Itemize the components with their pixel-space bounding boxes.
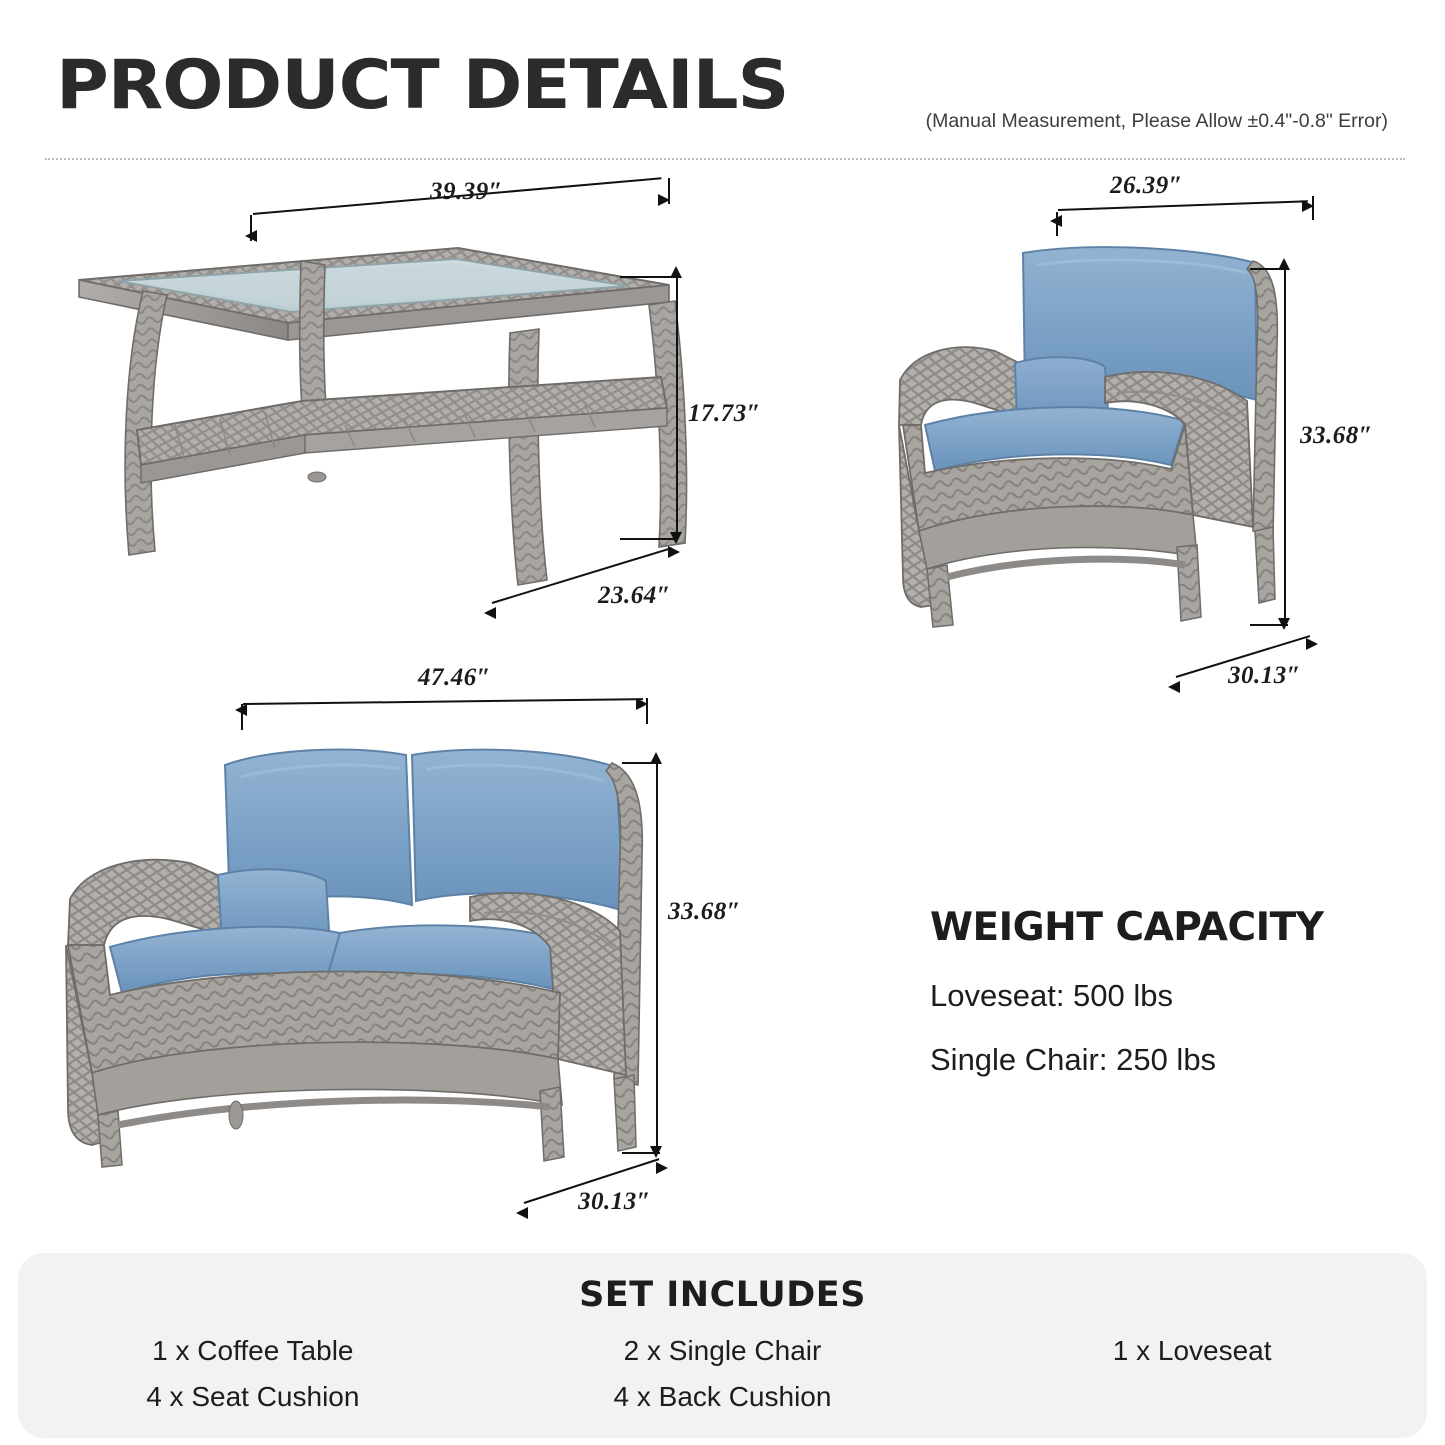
- set-includes-item: 1 x Coffee Table: [152, 1335, 354, 1366]
- set-includes-item: 2 x Single Chair: [623, 1335, 822, 1366]
- loveseat-depth-label: 30.13″: [578, 1188, 652, 1215]
- manual-measurement-note: (Manual Measurement, Please Allow ±0.4"-0.8" Error): [925, 110, 1388, 132]
- weight-capacity-block: [930, 905, 1380, 1078]
- weight-capacity-single-chair: Single Chair: 250 lbs: [930, 1042, 1217, 1077]
- page-title: PRODUCT DETAILS: [56, 46, 789, 125]
- set-includes-grid: [18, 1335, 1427, 1413]
- set-includes-panel: [18, 1253, 1427, 1438]
- weight-capacity-loveseat: Loveseat: 500 lbs: [930, 978, 1174, 1013]
- loveseat-height-label: 33.68″: [668, 898, 742, 925]
- weight-capacity-title: WEIGHT CAPACITY: [930, 905, 1324, 950]
- single-chair-illustration: [855, 225, 1295, 655]
- coffee-table-height-label: 17.73″: [688, 400, 762, 427]
- single-chair-depth-label: 30.13″: [1228, 662, 1302, 689]
- page-header: [48, 42, 1398, 162]
- loveseat-width-label: 47.46″: [418, 664, 492, 691]
- loveseat-illustration: [40, 715, 680, 1195]
- single-chair-height-label: 33.68″: [1300, 422, 1374, 449]
- set-includes-item: 4 x Seat Cushion: [146, 1381, 360, 1412]
- header-divider: [45, 158, 1405, 160]
- single-chair-width-label: 26.39″: [1110, 172, 1184, 199]
- set-includes-item: 4 x Back Cushion: [613, 1381, 832, 1412]
- set-includes-item: 1 x Loveseat: [1112, 1335, 1272, 1366]
- set-includes-item: [957, 1381, 1427, 1413]
- set-includes-title: SET INCLUDES: [579, 1275, 866, 1315]
- coffee-table-illustration: [55, 225, 695, 625]
- coffee-table-depth-label: 23.64″: [598, 582, 672, 609]
- coffee-table-width-label: 39.39″: [430, 178, 504, 205]
